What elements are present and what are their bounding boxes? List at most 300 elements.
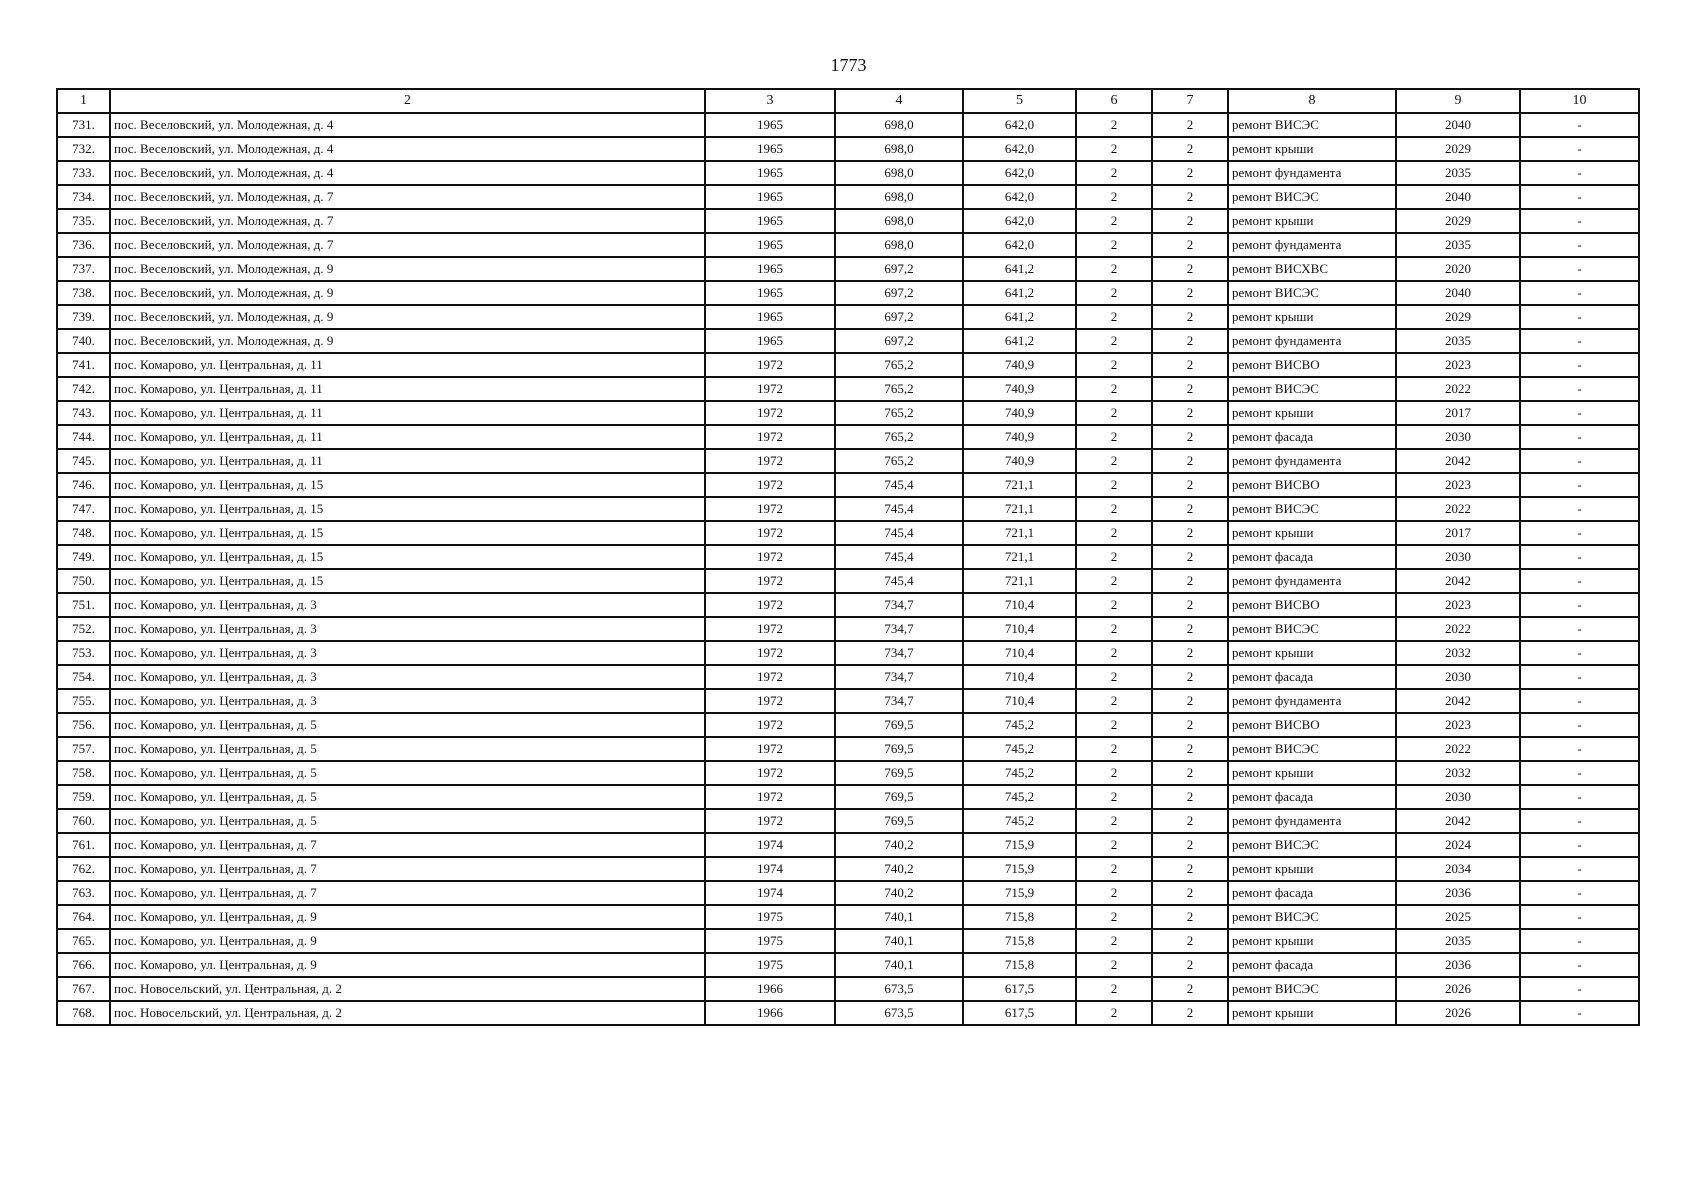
cell-note: - bbox=[1520, 521, 1639, 545]
cell-entrances: 2 bbox=[1152, 233, 1228, 257]
cell-address: пос. Веселовский, ул. Молодежная, д. 7 bbox=[110, 209, 705, 233]
cell-address: пос. Комарово, ул. Центральная, д. 3 bbox=[110, 641, 705, 665]
cell-address: пос. Комарово, ул. Центральная, д. 5 bbox=[110, 713, 705, 737]
cell-total-area: 698,0 bbox=[835, 233, 963, 257]
cell-total-area: 697,2 bbox=[835, 305, 963, 329]
cell-work-type: ремонт крыши bbox=[1228, 641, 1396, 665]
cell-planned-year: 2022 bbox=[1396, 377, 1520, 401]
table-row bbox=[57, 185, 1639, 209]
cell-row-number: 746. bbox=[57, 473, 110, 497]
cell-work-type: ремонт крыши bbox=[1228, 857, 1396, 881]
table-row bbox=[57, 569, 1639, 593]
cell-note: - bbox=[1520, 161, 1639, 185]
cell-living-area: 740,9 bbox=[963, 449, 1076, 473]
cell-address: пос. Комарово, ул. Центральная, д. 3 bbox=[110, 665, 705, 689]
table-row bbox=[57, 209, 1639, 233]
cell-living-area: 617,5 bbox=[963, 1001, 1076, 1025]
cell-planned-year: 2029 bbox=[1396, 305, 1520, 329]
cell-living-area: 710,4 bbox=[963, 689, 1076, 713]
column-header-10: 10 bbox=[1520, 89, 1639, 113]
cell-work-type: ремонт ВИСЭС bbox=[1228, 281, 1396, 305]
cell-floors: 2 bbox=[1076, 761, 1152, 785]
cell-year-built: 1972 bbox=[705, 497, 835, 521]
cell-address: пос. Комарово, ул. Центральная, д. 15 bbox=[110, 569, 705, 593]
cell-total-area: 769,5 bbox=[835, 761, 963, 785]
table-row bbox=[57, 281, 1639, 305]
cell-note: - bbox=[1520, 593, 1639, 617]
cell-total-area: 734,7 bbox=[835, 689, 963, 713]
cell-address: пос. Комарово, ул. Центральная, д. 3 bbox=[110, 593, 705, 617]
cell-year-built: 1972 bbox=[705, 521, 835, 545]
cell-note: - bbox=[1520, 401, 1639, 425]
cell-planned-year: 2029 bbox=[1396, 137, 1520, 161]
cell-entrances: 2 bbox=[1152, 497, 1228, 521]
cell-year-built: 1975 bbox=[705, 929, 835, 953]
cell-entrances: 2 bbox=[1152, 569, 1228, 593]
cell-work-type: ремонт ВИСВО bbox=[1228, 593, 1396, 617]
cell-work-type: ремонт крыши bbox=[1228, 401, 1396, 425]
cell-living-area: 745,2 bbox=[963, 713, 1076, 737]
cell-year-built: 1972 bbox=[705, 617, 835, 641]
cell-entrances: 2 bbox=[1152, 521, 1228, 545]
cell-planned-year: 2030 bbox=[1396, 545, 1520, 569]
table-row bbox=[57, 641, 1639, 665]
cell-address: пос. Комарово, ул. Центральная, д. 7 bbox=[110, 857, 705, 881]
cell-address: пос. Комарово, ул. Центральная, д. 3 bbox=[110, 617, 705, 641]
cell-note: - bbox=[1520, 257, 1639, 281]
cell-living-area: 617,5 bbox=[963, 977, 1076, 1001]
cell-planned-year: 2023 bbox=[1396, 353, 1520, 377]
cell-year-built: 1972 bbox=[705, 809, 835, 833]
cell-living-area: 642,0 bbox=[963, 113, 1076, 137]
cell-planned-year: 2023 bbox=[1396, 473, 1520, 497]
cell-planned-year: 2022 bbox=[1396, 497, 1520, 521]
cell-living-area: 721,1 bbox=[963, 545, 1076, 569]
cell-entrances: 2 bbox=[1152, 113, 1228, 137]
cell-address: пос. Комарово, ул. Центральная, д. 3 bbox=[110, 689, 705, 713]
cell-total-area: 765,2 bbox=[835, 401, 963, 425]
table-row bbox=[57, 233, 1639, 257]
cell-work-type: ремонт фасада bbox=[1228, 425, 1396, 449]
cell-row-number: 738. bbox=[57, 281, 110, 305]
cell-year-built: 1965 bbox=[705, 137, 835, 161]
cell-note: - bbox=[1520, 113, 1639, 137]
cell-year-built: 1972 bbox=[705, 713, 835, 737]
cell-address: пос. Веселовский, ул. Молодежная, д. 7 bbox=[110, 233, 705, 257]
cell-year-built: 1972 bbox=[705, 737, 835, 761]
cell-address: пос. Комарово, ул. Центральная, д. 15 bbox=[110, 545, 705, 569]
cell-planned-year: 2035 bbox=[1396, 233, 1520, 257]
table-row bbox=[57, 353, 1639, 377]
cell-living-area: 710,4 bbox=[963, 641, 1076, 665]
cell-year-built: 1972 bbox=[705, 785, 835, 809]
cell-entrances: 2 bbox=[1152, 545, 1228, 569]
table-body bbox=[57, 113, 1639, 1025]
cell-floors: 2 bbox=[1076, 473, 1152, 497]
cell-floors: 2 bbox=[1076, 113, 1152, 137]
cell-planned-year: 2017 bbox=[1396, 401, 1520, 425]
cell-total-area: 698,0 bbox=[835, 185, 963, 209]
cell-entrances: 2 bbox=[1152, 737, 1228, 761]
cell-total-area: 697,2 bbox=[835, 281, 963, 305]
cell-floors: 2 bbox=[1076, 305, 1152, 329]
cell-row-number: 762. bbox=[57, 857, 110, 881]
table-row bbox=[57, 113, 1639, 137]
cell-floors: 2 bbox=[1076, 785, 1152, 809]
cell-floors: 2 bbox=[1076, 881, 1152, 905]
cell-row-number: 733. bbox=[57, 161, 110, 185]
table-row bbox=[57, 977, 1639, 1001]
cell-entrances: 2 bbox=[1152, 713, 1228, 737]
cell-floors: 2 bbox=[1076, 689, 1152, 713]
cell-living-area: 715,8 bbox=[963, 905, 1076, 929]
cell-total-area: 740,1 bbox=[835, 905, 963, 929]
cell-note: - bbox=[1520, 329, 1639, 353]
cell-row-number: 740. bbox=[57, 329, 110, 353]
cell-floors: 2 bbox=[1076, 593, 1152, 617]
cell-living-area: 642,0 bbox=[963, 161, 1076, 185]
cell-note: - bbox=[1520, 305, 1639, 329]
cell-address: пос. Веселовский, ул. Молодежная, д. 4 bbox=[110, 161, 705, 185]
cell-floors: 2 bbox=[1076, 281, 1152, 305]
cell-entrances: 2 bbox=[1152, 953, 1228, 977]
cell-floors: 2 bbox=[1076, 665, 1152, 689]
table-row bbox=[57, 473, 1639, 497]
cell-living-area: 740,9 bbox=[963, 425, 1076, 449]
cell-address: пос. Комарово, ул. Центральная, д. 5 bbox=[110, 785, 705, 809]
cell-living-area: 740,9 bbox=[963, 401, 1076, 425]
cell-work-type: ремонт ВИСЭС bbox=[1228, 617, 1396, 641]
cell-note: - bbox=[1520, 809, 1639, 833]
cell-year-built: 1965 bbox=[705, 233, 835, 257]
cell-planned-year: 2042 bbox=[1396, 809, 1520, 833]
cell-work-type: ремонт ВИСВО bbox=[1228, 353, 1396, 377]
cell-address: пос. Комарово, ул. Центральная, д. 11 bbox=[110, 353, 705, 377]
cell-address: пос. Новосельский, ул. Центральная, д. 2 bbox=[110, 977, 705, 1001]
cell-work-type: ремонт крыши bbox=[1228, 305, 1396, 329]
cell-planned-year: 2022 bbox=[1396, 617, 1520, 641]
cell-total-area: 769,5 bbox=[835, 809, 963, 833]
cell-work-type: ремонт фундамента bbox=[1228, 233, 1396, 257]
cell-entrances: 2 bbox=[1152, 377, 1228, 401]
cell-total-area: 740,1 bbox=[835, 953, 963, 977]
cell-living-area: 642,0 bbox=[963, 185, 1076, 209]
cell-year-built: 1972 bbox=[705, 377, 835, 401]
cell-planned-year: 2040 bbox=[1396, 185, 1520, 209]
cell-work-type: ремонт крыши bbox=[1228, 929, 1396, 953]
cell-row-number: 736. bbox=[57, 233, 110, 257]
cell-entrances: 2 bbox=[1152, 809, 1228, 833]
header-row bbox=[57, 89, 1639, 113]
cell-address: пос. Комарово, ул. Центральная, д. 5 bbox=[110, 809, 705, 833]
cell-row-number: 757. bbox=[57, 737, 110, 761]
cell-row-number: 758. bbox=[57, 761, 110, 785]
cell-note: - bbox=[1520, 641, 1639, 665]
cell-planned-year: 2024 bbox=[1396, 833, 1520, 857]
cell-living-area: 710,4 bbox=[963, 593, 1076, 617]
cell-note: - bbox=[1520, 881, 1639, 905]
cell-entrances: 2 bbox=[1152, 761, 1228, 785]
cell-floors: 2 bbox=[1076, 377, 1152, 401]
cell-year-built: 1965 bbox=[705, 185, 835, 209]
cell-entrances: 2 bbox=[1152, 1001, 1228, 1025]
cell-living-area: 745,2 bbox=[963, 761, 1076, 785]
cell-address: пос. Комарово, ул. Центральная, д. 11 bbox=[110, 401, 705, 425]
cell-entrances: 2 bbox=[1152, 281, 1228, 305]
cell-row-number: 768. bbox=[57, 1001, 110, 1025]
cell-work-type: ремонт фундамента bbox=[1228, 809, 1396, 833]
table-row bbox=[57, 521, 1639, 545]
cell-year-built: 1975 bbox=[705, 905, 835, 929]
cell-floors: 2 bbox=[1076, 569, 1152, 593]
cell-living-area: 641,2 bbox=[963, 329, 1076, 353]
cell-row-number: 750. bbox=[57, 569, 110, 593]
cell-note: - bbox=[1520, 905, 1639, 929]
cell-note: - bbox=[1520, 353, 1639, 377]
cell-entrances: 2 bbox=[1152, 641, 1228, 665]
table-row bbox=[57, 449, 1639, 473]
cell-living-area: 715,9 bbox=[963, 881, 1076, 905]
table-row bbox=[57, 905, 1639, 929]
cell-address: пос. Веселовский, ул. Молодежная, д. 4 bbox=[110, 137, 705, 161]
cell-note: - bbox=[1520, 857, 1639, 881]
data-table bbox=[56, 88, 1640, 1026]
cell-row-number: 751. bbox=[57, 593, 110, 617]
cell-work-type: ремонт ВИСЭС bbox=[1228, 737, 1396, 761]
cell-work-type: ремонт фундамента bbox=[1228, 161, 1396, 185]
table-row bbox=[57, 1001, 1639, 1025]
cell-row-number: 756. bbox=[57, 713, 110, 737]
table-header bbox=[57, 89, 1639, 113]
cell-living-area: 715,9 bbox=[963, 833, 1076, 857]
cell-work-type: ремонт фасада bbox=[1228, 881, 1396, 905]
cell-entrances: 2 bbox=[1152, 977, 1228, 1001]
cell-planned-year: 2042 bbox=[1396, 449, 1520, 473]
cell-address: пос. Веселовский, ул. Молодежная, д. 9 bbox=[110, 329, 705, 353]
cell-work-type: ремонт крыши bbox=[1228, 761, 1396, 785]
cell-note: - bbox=[1520, 185, 1639, 209]
cell-work-type: ремонт фасада bbox=[1228, 953, 1396, 977]
cell-year-built: 1965 bbox=[705, 305, 835, 329]
cell-note: - bbox=[1520, 569, 1639, 593]
cell-year-built: 1972 bbox=[705, 545, 835, 569]
cell-work-type: ремонт фундамента bbox=[1228, 689, 1396, 713]
cell-floors: 2 bbox=[1076, 905, 1152, 929]
cell-row-number: 764. bbox=[57, 905, 110, 929]
cell-row-number: 741. bbox=[57, 353, 110, 377]
cell-living-area: 740,9 bbox=[963, 377, 1076, 401]
cell-year-built: 1972 bbox=[705, 473, 835, 497]
cell-row-number: 735. bbox=[57, 209, 110, 233]
cell-living-area: 715,8 bbox=[963, 953, 1076, 977]
cell-living-area: 745,2 bbox=[963, 785, 1076, 809]
cell-note: - bbox=[1520, 713, 1639, 737]
cell-note: - bbox=[1520, 833, 1639, 857]
cell-planned-year: 2022 bbox=[1396, 737, 1520, 761]
table-row bbox=[57, 329, 1639, 353]
cell-row-number: 767. bbox=[57, 977, 110, 1001]
cell-floors: 2 bbox=[1076, 449, 1152, 473]
cell-work-type: ремонт ВИСХВС bbox=[1228, 257, 1396, 281]
cell-note: - bbox=[1520, 785, 1639, 809]
cell-floors: 2 bbox=[1076, 233, 1152, 257]
cell-work-type: ремонт ВИСЭС bbox=[1228, 377, 1396, 401]
cell-total-area: 673,5 bbox=[835, 1001, 963, 1025]
cell-address: пос. Комарово, ул. Центральная, д. 11 bbox=[110, 449, 705, 473]
cell-planned-year: 2030 bbox=[1396, 785, 1520, 809]
cell-row-number: 734. bbox=[57, 185, 110, 209]
cell-note: - bbox=[1520, 497, 1639, 521]
cell-floors: 2 bbox=[1076, 857, 1152, 881]
cell-row-number: 732. bbox=[57, 137, 110, 161]
table-row bbox=[57, 929, 1639, 953]
cell-address: пос. Веселовский, ул. Молодежная, д. 9 bbox=[110, 305, 705, 329]
cell-row-number: 737. bbox=[57, 257, 110, 281]
cell-note: - bbox=[1520, 929, 1639, 953]
cell-work-type: ремонт ВИСВО bbox=[1228, 473, 1396, 497]
cell-year-built: 1965 bbox=[705, 281, 835, 305]
cell-row-number: 755. bbox=[57, 689, 110, 713]
cell-entrances: 2 bbox=[1152, 209, 1228, 233]
cell-planned-year: 2040 bbox=[1396, 281, 1520, 305]
cell-entrances: 2 bbox=[1152, 257, 1228, 281]
cell-living-area: 715,9 bbox=[963, 857, 1076, 881]
cell-entrances: 2 bbox=[1152, 593, 1228, 617]
cell-planned-year: 2026 bbox=[1396, 977, 1520, 1001]
cell-living-area: 740,9 bbox=[963, 353, 1076, 377]
cell-total-area: 698,0 bbox=[835, 137, 963, 161]
cell-work-type: ремонт ВИСЭС bbox=[1228, 497, 1396, 521]
cell-entrances: 2 bbox=[1152, 185, 1228, 209]
cell-entrances: 2 bbox=[1152, 137, 1228, 161]
cell-note: - bbox=[1520, 281, 1639, 305]
cell-planned-year: 2030 bbox=[1396, 665, 1520, 689]
cell-note: - bbox=[1520, 377, 1639, 401]
table-row bbox=[57, 689, 1639, 713]
table-row bbox=[57, 497, 1639, 521]
cell-note: - bbox=[1520, 473, 1639, 497]
column-header-6: 6 bbox=[1076, 89, 1152, 113]
cell-year-built: 1972 bbox=[705, 569, 835, 593]
cell-total-area: 734,7 bbox=[835, 665, 963, 689]
cell-total-area: 769,5 bbox=[835, 713, 963, 737]
cell-total-area: 673,5 bbox=[835, 977, 963, 1001]
cell-year-built: 1974 bbox=[705, 857, 835, 881]
cell-planned-year: 2030 bbox=[1396, 425, 1520, 449]
column-header-4: 4 bbox=[835, 89, 963, 113]
cell-work-type: ремонт фасада bbox=[1228, 785, 1396, 809]
cell-entrances: 2 bbox=[1152, 833, 1228, 857]
cell-work-type: ремонт крыши bbox=[1228, 137, 1396, 161]
cell-note: - bbox=[1520, 953, 1639, 977]
cell-row-number: 748. bbox=[57, 521, 110, 545]
cell-floors: 2 bbox=[1076, 209, 1152, 233]
cell-row-number: 743. bbox=[57, 401, 110, 425]
cell-note: - bbox=[1520, 137, 1639, 161]
cell-living-area: 715,8 bbox=[963, 929, 1076, 953]
cell-address: пос. Комарово, ул. Центральная, д. 15 bbox=[110, 521, 705, 545]
cell-year-built: 1972 bbox=[705, 665, 835, 689]
table-row bbox=[57, 857, 1639, 881]
cell-address: пос. Веселовский, ул. Молодежная, д. 9 bbox=[110, 257, 705, 281]
cell-year-built: 1965 bbox=[705, 161, 835, 185]
cell-note: - bbox=[1520, 449, 1639, 473]
cell-year-built: 1965 bbox=[705, 209, 835, 233]
cell-note: - bbox=[1520, 545, 1639, 569]
cell-row-number: 731. bbox=[57, 113, 110, 137]
cell-year-built: 1965 bbox=[705, 257, 835, 281]
cell-note: - bbox=[1520, 737, 1639, 761]
table-row bbox=[57, 713, 1639, 737]
cell-total-area: 734,7 bbox=[835, 641, 963, 665]
cell-floors: 2 bbox=[1076, 401, 1152, 425]
cell-planned-year: 2035 bbox=[1396, 929, 1520, 953]
column-header-7: 7 bbox=[1152, 89, 1228, 113]
cell-living-area: 642,0 bbox=[963, 233, 1076, 257]
cell-floors: 2 bbox=[1076, 353, 1152, 377]
cell-floors: 2 bbox=[1076, 185, 1152, 209]
cell-year-built: 1974 bbox=[705, 881, 835, 905]
table-row bbox=[57, 425, 1639, 449]
cell-work-type: ремонт крыши bbox=[1228, 209, 1396, 233]
cell-total-area: 745,4 bbox=[835, 545, 963, 569]
cell-work-type: ремонт ВИСЭС bbox=[1228, 905, 1396, 929]
cell-planned-year: 2023 bbox=[1396, 593, 1520, 617]
cell-entrances: 2 bbox=[1152, 857, 1228, 881]
cell-floors: 2 bbox=[1076, 425, 1152, 449]
cell-entrances: 2 bbox=[1152, 665, 1228, 689]
cell-living-area: 710,4 bbox=[963, 617, 1076, 641]
cell-living-area: 721,1 bbox=[963, 497, 1076, 521]
cell-work-type: ремонт ВИСЭС bbox=[1228, 977, 1396, 1001]
cell-total-area: 740,1 bbox=[835, 929, 963, 953]
column-header-1: 1 bbox=[57, 89, 110, 113]
cell-total-area: 765,2 bbox=[835, 353, 963, 377]
cell-total-area: 745,4 bbox=[835, 473, 963, 497]
cell-planned-year: 2036 bbox=[1396, 953, 1520, 977]
cell-planned-year: 2026 bbox=[1396, 1001, 1520, 1025]
cell-floors: 2 bbox=[1076, 161, 1152, 185]
cell-floors: 2 bbox=[1076, 257, 1152, 281]
cell-total-area: 740,2 bbox=[835, 857, 963, 881]
cell-address: пос. Комарово, ул. Центральная, д. 11 bbox=[110, 377, 705, 401]
cell-planned-year: 2029 bbox=[1396, 209, 1520, 233]
cell-entrances: 2 bbox=[1152, 689, 1228, 713]
cell-floors: 2 bbox=[1076, 809, 1152, 833]
cell-year-built: 1975 bbox=[705, 953, 835, 977]
cell-entrances: 2 bbox=[1152, 161, 1228, 185]
cell-living-area: 641,2 bbox=[963, 257, 1076, 281]
cell-entrances: 2 bbox=[1152, 305, 1228, 329]
column-header-2: 2 bbox=[110, 89, 705, 113]
cell-address: пос. Комарово, ул. Центральная, д. 9 bbox=[110, 929, 705, 953]
cell-living-area: 721,1 bbox=[963, 473, 1076, 497]
cell-address: пос. Комарово, ул. Центральная, д. 11 bbox=[110, 425, 705, 449]
cell-row-number: 763. bbox=[57, 881, 110, 905]
cell-living-area: 721,1 bbox=[963, 521, 1076, 545]
cell-year-built: 1966 bbox=[705, 977, 835, 1001]
cell-year-built: 1972 bbox=[705, 425, 835, 449]
cell-floors: 2 bbox=[1076, 713, 1152, 737]
cell-total-area: 769,5 bbox=[835, 737, 963, 761]
cell-planned-year: 2017 bbox=[1396, 521, 1520, 545]
cell-living-area: 745,2 bbox=[963, 809, 1076, 833]
cell-work-type: ремонт фасада bbox=[1228, 545, 1396, 569]
cell-note: - bbox=[1520, 233, 1639, 257]
cell-address: пос. Веселовский, ул. Молодежная, д. 9 bbox=[110, 281, 705, 305]
cell-work-type: ремонт ВИСВО bbox=[1228, 713, 1396, 737]
cell-total-area: 698,0 bbox=[835, 161, 963, 185]
